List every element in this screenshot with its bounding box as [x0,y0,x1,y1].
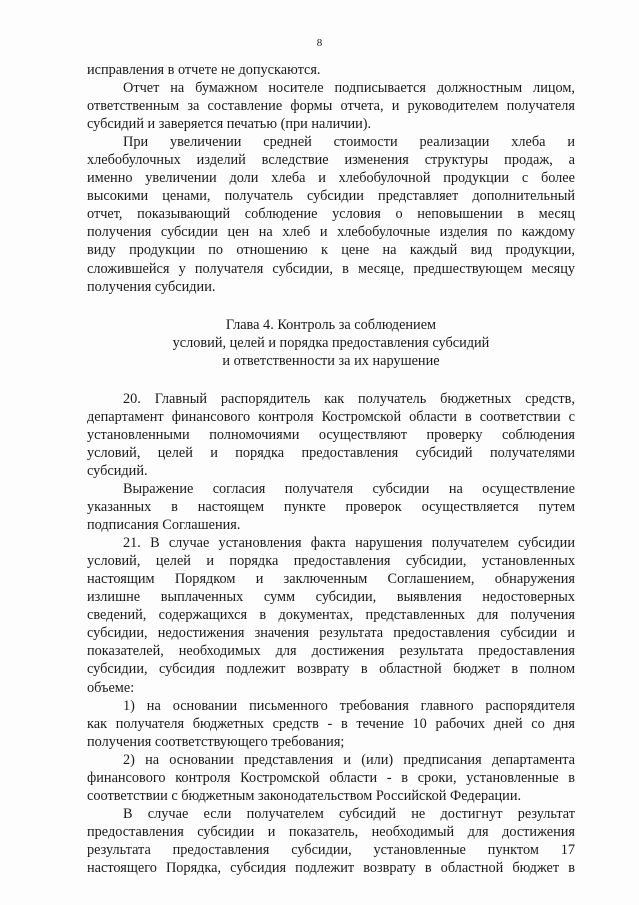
text-line: условий, целей и порядка предоставления субсидии, установленных [87,553,575,570]
text-line: субсидии, недостижения значения результата предоставления субсидии и [87,625,575,642]
text-line: сведений, содержащихся в документах, представленных для получения [87,607,575,624]
text-line: предоставления субсидии и показатель, необходимый для достижения [87,823,575,840]
text-line: финансового контроля Костромской области - в сроки, установленные в [87,769,575,786]
text-line: 1) на основании письменного требования главного распорядителя [123,697,575,714]
text-line: 2) на основании представления и (или) предписания департамента [123,751,575,768]
paragraph-p21_3 [87,805,575,877]
text-line: Выражение согласия получателя субсидии на осуществление [123,480,575,497]
text-line: результата предоставления субсидии, установленные пунктом 17 [87,841,575,858]
text-line: объеме: [87,679,135,696]
section-reporting [87,61,575,296]
text-line: подписания Соглашения. [87,517,241,534]
text-line: субсидий. [87,462,148,479]
text-line: отчет, показывающий соблюдение условия о неповышении в месяц [87,206,575,223]
text-line: установленными полномочиями осуществляют проверку соблюдения [87,426,575,443]
text-line: департамент финансового контроля Костромской области в соответствии с [87,408,575,425]
paragraph-p0 [87,61,575,79]
text-line: получения соответствующего требования; [87,733,345,750]
text-line: сложившейся у получателя субсидии, в месяце, предшествующем месяцу [87,260,575,277]
heading-line: и ответственности за их нарушение [222,352,440,369]
text-line: излишне выплаченных сумм субсидии, выявления недостоверных [87,589,575,606]
heading-line: Глава 4. Контроль за соблюдением [225,316,437,333]
text-line: субсидий и заверяется печатью (при наличии). [87,116,372,133]
text-line: как получателя бюджетных средств - в течение 10 рабочих дней со дня [87,715,575,732]
text-line: хлебобулочных изделий вследствие изменения структуры продаж, а [87,152,575,169]
paragraph-p21 [87,534,575,696]
text-line: условий, целей и порядка предоставления субсидий получателями [87,444,575,461]
page-number: 8 [316,37,323,49]
paragraph-p20b [87,480,575,534]
text-line: именно увеличении доли хлеба и хлебобулочной продукции с более [87,170,575,187]
text-line: исправления в отчете не допускаются. [87,62,321,78]
chapter-heading [87,316,575,370]
text-line: субсидии, субсидия подлежит возврату в областной бюджет в полном [87,661,575,678]
paragraph-p1 [87,79,575,133]
text-line: В случае если получателем субсидий не достигнут результат [123,805,575,822]
text-line: получения субсидии цен на хлеб и хлебобулочные изделия по каждому [87,224,575,241]
text-line: 21. В случае установления факта нарушения получателем субсидии [123,535,575,552]
section-control [87,390,575,877]
heading-line: условий, целей и порядка предоставления субсидий [172,334,490,351]
text-line: показателей, необходимых для достижения результата предоставления [87,643,575,660]
text-line: настоящего Порядка, субсидия подлежит возврату в областной бюджет в [87,859,575,876]
paragraph-p21_1 [87,697,575,751]
text-line: ответственным за составление формы отчета, и руководителем получателя [87,98,575,115]
text-line: высокими ценами, получатель субсидии представляет дополнительный [87,188,575,205]
text-line: виду продукции по отношению к цене на каждый вид продукции, [87,242,575,259]
text-line: соответствии с бюджетным законодательством Российской Федерации. [87,787,522,804]
document-body [87,61,575,877]
text-line: указанных в настоящем пункте проверок осуществляется путем [87,499,575,516]
paragraph-p2 [87,133,575,295]
text-line: Отчет на бумажном носителе подписывается должностным лицом, [123,80,575,97]
text-line: получения субсидии. [87,278,216,295]
paragraph-p20 [87,390,575,480]
text-line: настоящим Порядком и заключенным Соглашением, обнаружения [87,571,575,588]
text-line: 20. Главный распорядитель как получатель бюджетных средств, [123,390,575,407]
text-line: При увеличении средней стоимости реализации хлеба и [123,134,575,151]
paragraph-p21_2 [87,751,575,805]
